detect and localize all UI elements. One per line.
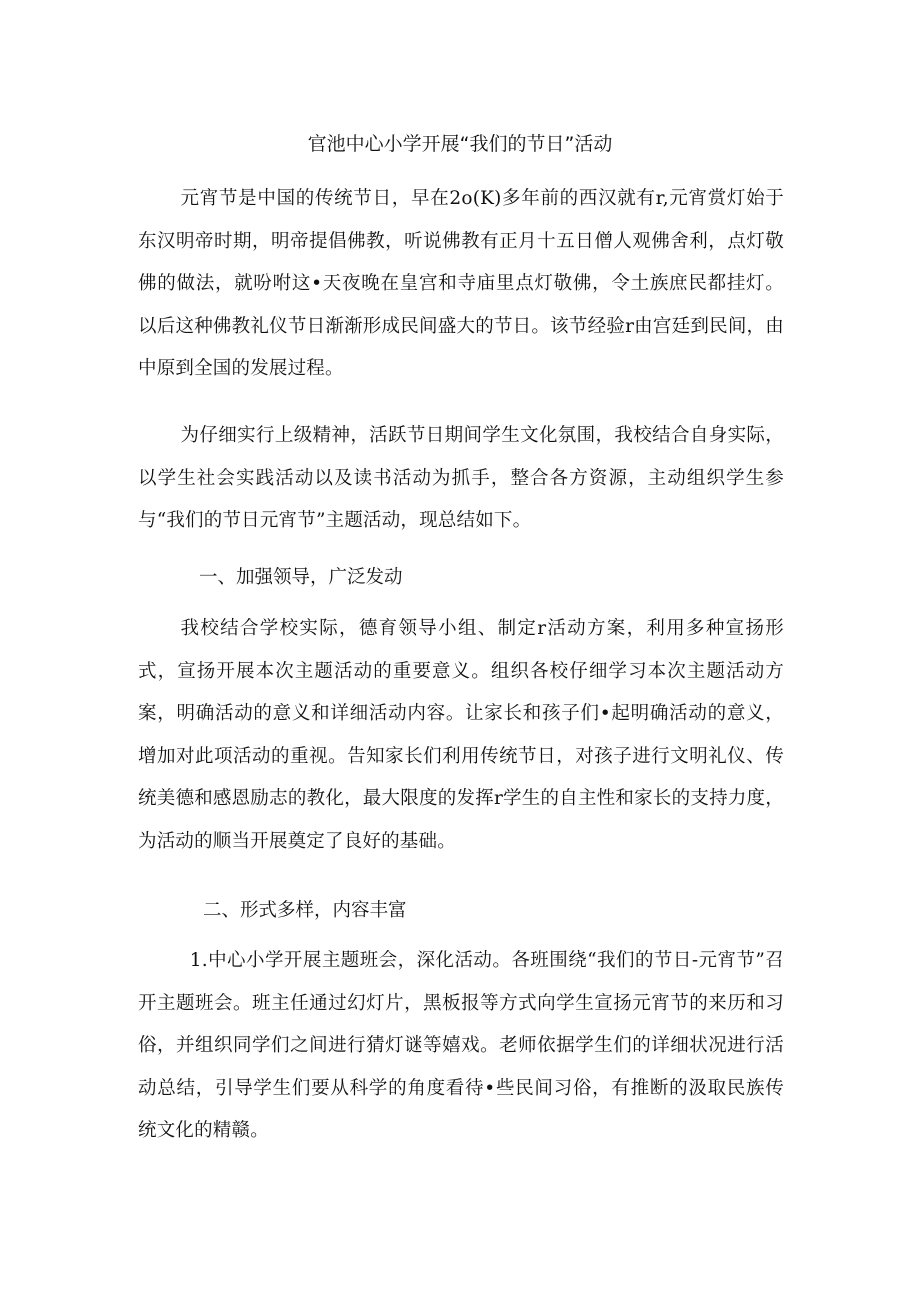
paragraph-lantern-history: 元宵节是中国的传统节日，早在2o(K)多年前的西汉就有r,元宵赏灯始于东汉明帝时期，明帝提倡佛教，听说佛教有正月十五日僧人观佛舍利，点灯敬佛的做法，就吩咐这•天夜晚在皇宫和寺庙里点灯敬佛，令土族庶民都挂灯。以后这种佛教礼仪节日渐渐形成民间盛大的节日。该节经验r由宫廷到民间，由中原到全国的发展过程。 [138,188,784,379]
paragraph-leadership: 我校结合学校实际，德育领导小组、制定r活动方案，利用多种宣扬形式，宣扬开展本次主题活动的重要意义。组织各校仔细学习本次主题活动方案，明确活动的意义和详细活动内容。让家长和孩子们•起明确活动的意义，增加对此项活动的重视。告知家长们利用传统节日，对孩子进行文明礼仪、传统美德和感恩励志的教化，最大限度的发挥r学生的自主性和家长的支持力度，为活动的顺当开展奠定了良好的基础。 [138,618,784,852]
section-heading-leadership: 一、加强领导，广泛发动 [199,567,403,588]
paragraph-class-meeting: 1.中心小学开展主题班会，深化活动。各班围绕“我们的节日-元宵节”召开主题班会。班主任通过幻灯片，黑板报等方式向学生宣扬元宵节的来历和习俗，并组织同学们之间进行猜灯谜等嬉戏。老师依据学生们的详细状况进行活动总结，引导学生们要从科学的角度看待•些民间习俗，有推断的汲取民族传统文化的精赣。 [138,950,784,1141]
document-title: 官池中心小学开展“我们的节日”活动 [307,133,613,155]
section-heading-diverse-forms: 二、形式多样，内容丰富 [203,900,407,921]
paragraph-activity-intro: 为仔细实行上级精神，活跃节日期间学生文化氛围，我校结合自身实际，以学生社会实践活动以及读书活动为抓手，整合各方资源，主动组织学生参与“我们的节日元宵节”主题活动，现总结如下。 [138,425,784,531]
